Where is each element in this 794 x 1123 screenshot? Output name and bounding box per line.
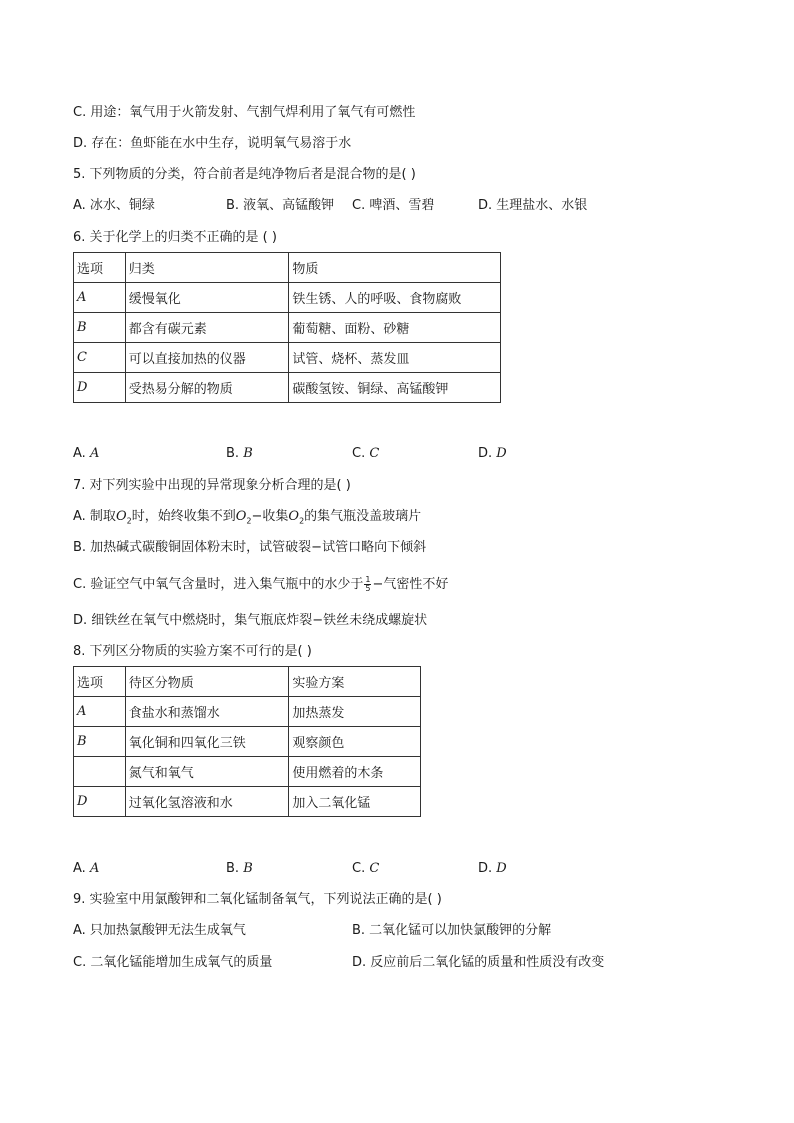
table-header-row [74,253,501,283]
table-cell-option: A [74,283,126,313]
q7-option-d: D. 细铁丝在氧气中燃烧时，集气瓶底炸裂−铁丝未绕成螺旋状 [73,613,428,628]
q8-table [73,666,421,817]
fraction-one-fifth: $\frac{1}{5}$ [365,575,371,593]
table-cell: 过氧化氢溶液和水 [125,787,289,817]
q5-option-a: A. 冰水、铜绿 [73,198,155,213]
table-cell: 氮气和氧气 [125,757,289,787]
table-header-cell: 选项 [74,253,126,283]
table-header-cell: 物质 [289,253,501,283]
table-cell-option: A [74,697,126,727]
table-cell: 可以直接加热的仪器 [125,343,289,373]
table-header-cell: 待区分物质 [125,667,289,697]
table-cell-option: B [74,727,126,757]
table-cell: 试管、烧杯、蒸发皿 [289,343,501,373]
table-row [74,787,421,817]
q9-option-b: B. 二氧化锰可以加快氯酸钾的分解 [352,923,552,938]
table-header-cell: 归类 [125,253,289,283]
q4-option-c: C. 用途：氧气用于火箭发射、气割气焊利用了氧气有可燃性 [73,105,416,120]
table-header-row [74,667,421,697]
q7-stem: 7. 对下列实验中出现的异常现象分析合理的是( ) [73,478,351,493]
table-cell-option [74,757,126,787]
table-cell: 都含有碳元素 [125,313,289,343]
table-row [74,283,501,313]
q7-option-b: B. 加热碱式碳酸铜固体粉末时，试管破裂−试管口略向下倾斜 [73,540,427,555]
table-cell: 葡萄糖、面粉、砂糖 [289,313,501,343]
q6-option-a: A. A [73,446,100,461]
table-cell: 加热蒸发 [289,697,421,727]
table-cell-option: D [74,373,126,403]
table-cell: 碳酸氢铵、铜绿、高锰酸钾 [289,373,501,403]
table-cell: 使用燃着的木条 [289,757,421,787]
q8-option-a: A. A [73,861,100,876]
table-header-cell: 实验方案 [289,667,421,697]
q8-option-c: C. C [352,861,380,876]
table-cell: 受热易分解的物质 [125,373,289,403]
q8-option-b: B. B [226,861,253,876]
table-cell: 缓慢氧化 [125,283,289,313]
q5-option-c: C. 啤酒、雪碧 [352,198,435,213]
table-row [74,313,501,343]
table-row [74,697,421,727]
q6-option-c: C. C [352,446,380,461]
table-cell-option: D [74,787,126,817]
q9-option-d: D. 反应前后二氧化锰的质量和性质没有改变 [352,955,605,970]
table-cell: 食盐水和蒸馏水 [125,697,289,727]
table-cell-option: B [74,313,126,343]
q4-option-d: D. 存在：鱼虾能在水中生存，说明氧气易溶于水 [73,136,352,151]
q8-option-d: D. D [478,861,507,876]
q7-option-c: C. 验证空气中氧气含量时，进入集气瓶中的水少于 $\frac{1}{5}$ −气密性不好 [73,575,449,593]
table-row [74,757,421,787]
q7-option-a: A. 制取$O_2$时，始终收集不到$O_2-$收集$O_2$的集气瓶没盖玻璃片 [73,509,422,526]
q5-option-d: D. 生理盐水、水银 [478,198,588,213]
table-cell-option: C [74,343,126,373]
q9-stem: 9. 实验室中用氯酸钾和二氧化锰制备氧气，下列说法正确的是( ) [73,892,442,907]
q6-option-d: D. D [478,446,507,461]
q6-stem: 6. 关于化学上的归类不正确的是 ( ) [73,230,277,245]
table-header-cell: 选项 [74,667,126,697]
table-row [74,727,421,757]
q6-option-b: B. B [226,446,253,461]
table-cell: 观察颜色 [289,727,421,757]
q8-stem: 8. 下列区分物质的实验方案不可行的是( ) [73,644,312,659]
table-cell: 加入二氧化锰 [289,787,421,817]
table-cell: 氧化铜和四氧化三铁 [125,727,289,757]
q5-stem: 5. 下列物质的分类，符合前者是纯净物后者是混合物的是( ) [73,167,416,182]
table-row [74,343,501,373]
q9-option-a: A. 只加热氯酸钾无法生成氧气 [73,923,246,938]
table-cell: 铁生锈、人的呼吸、食物腐败 [289,283,501,313]
q9-option-c: C. 二氧化锰能增加生成氧气的质量 [73,955,273,970]
table-row [74,373,501,403]
q5-option-b: B. 液氧、高锰酸钾 [226,198,335,213]
q6-table [73,252,501,403]
